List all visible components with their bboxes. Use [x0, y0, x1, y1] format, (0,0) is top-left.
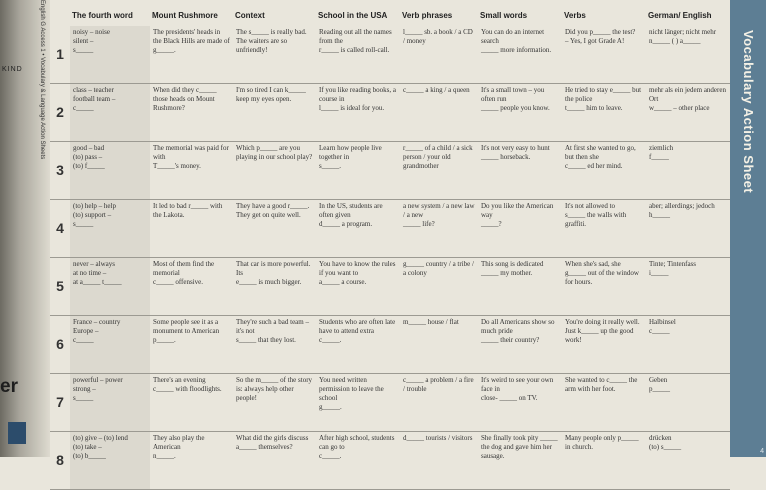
row-number: 7 [50, 374, 70, 432]
exercise-cell[interactable]: a new system / a new law / a new _____ life? [400, 200, 478, 258]
exercise-cell[interactable]: class – teacher football team – c_____ [70, 84, 150, 142]
exercise-cell[interactable]: Do all Americans show so much pride _____ their country? [478, 316, 562, 374]
exercise-cell[interactable]: (to) give – (to) lend (to) take – (to) b_____ [70, 432, 150, 490]
exercise-cell[interactable]: nicht länger; nicht mehr n_____ ( ) a_____ [646, 26, 730, 84]
exercise-cell[interactable]: d_____ tourists / visitors [400, 432, 478, 490]
exercise-cell[interactable]: Reading out all the names from the r_____ is called roll-call. [316, 26, 400, 84]
exercise-cell[interactable]: There's an evening c_____ with floodlights. [150, 374, 233, 432]
exercise-cell[interactable]: That car is more powerful. Its e_____ is much bigger. [233, 258, 316, 316]
exercise-cell[interactable]: I'm so tired I can k_____ keep my eyes open. [233, 84, 316, 142]
row-number: 8 [50, 432, 70, 490]
exercise-cell[interactable]: never – always at no time – at a_____ t_____ [70, 258, 150, 316]
header-number [50, 4, 70, 26]
exercise-cell[interactable]: powerful – power strong – s_____ [70, 374, 150, 432]
exercise-cell[interactable]: Most of them find the memorial c_____ offensive. [150, 258, 233, 316]
header-3: Context [235, 10, 265, 20]
header-row [50, 4, 730, 26]
exercise-cell[interactable]: When she's sad, she g_____ out of the window for hours. [562, 258, 646, 316]
exercise-cell[interactable]: drücken (to) s_____ [646, 432, 730, 490]
exercise-cell[interactable]: She finally took pity _____ the dog and gave him her sausage. [478, 432, 562, 490]
exercise-cell[interactable]: Tinte; Tintenfass i_____ [646, 258, 730, 316]
exercise-cell[interactable]: It's weird to see your own face in close- _____ on TV. [478, 374, 562, 432]
corner-mark: 4 [760, 448, 764, 455]
exercise-cell[interactable]: Halbinsel c_____ [646, 316, 730, 374]
exercise-cell[interactable]: So the m_____ of the story is: always help other people! [233, 374, 316, 432]
exercise-cell[interactable]: good – bad (to) pass – (to) f_____ [70, 142, 150, 200]
row-number: 4 [50, 200, 70, 258]
exercise-cell[interactable]: It's not very easy to hunt _____ horseback. [478, 142, 562, 200]
row-number: 1 [50, 26, 70, 84]
row-number: 2 [50, 84, 70, 142]
table-row [50, 26, 730, 84]
page-fragment-block [8, 422, 26, 444]
side-vertical-text: English G Access 1 • Vocabulary & Language Action Sheets [39, 0, 45, 160]
exercise-cell[interactable]: You can do an internet search _____ more information. [478, 26, 562, 84]
exercise-cell[interactable]: The memorial was paid for with T_____'s money. [150, 142, 233, 200]
table-row [50, 142, 730, 200]
exercise-cell[interactable]: It's a small town – you often run _____ people you know. [478, 84, 562, 142]
exercise-cell[interactable]: noisy – noise silent – s_____ [70, 26, 150, 84]
exercise-cell[interactable]: At first she wanted to go, but then she c_____ ed her mind. [562, 142, 646, 200]
exercise-cell[interactable]: This song is dedicated _____ my mother. [478, 258, 562, 316]
right-page-strip [730, 0, 766, 457]
header-4: School in the USA [318, 10, 388, 20]
vocab-sheet [50, 0, 730, 468]
exercise-cell[interactable]: They're such a bad team – it's not s_____ that they lost. [233, 316, 316, 374]
exercise-cell[interactable]: When did they c_____ those heads on Mount Rushmore? [150, 84, 233, 142]
table-row [50, 200, 730, 258]
exercise-cell[interactable]: Many people only p_____ in church. [562, 432, 646, 490]
header-5: Verb phrases [402, 10, 453, 20]
exercise-cell[interactable]: aber; allerdings; jedoch h_____ [646, 200, 730, 258]
exercise-cell[interactable]: l_____ sb. a book / a CD / money [400, 26, 478, 84]
page-fragment-er: er [0, 376, 18, 397]
exercise-cell[interactable]: In the US, students are often given d_____ a program. [316, 200, 400, 258]
row-number: 6 [50, 316, 70, 374]
exercise-cell[interactable]: You're doing it really well. Just k_____ up the good work! [562, 316, 646, 374]
header-8: German/ English [648, 10, 712, 20]
header-2: Mount Rushmore [152, 10, 218, 20]
exercise-cell[interactable]: You have to know the rules if you want to a_____ a course. [316, 258, 400, 316]
exercise-cell[interactable]: The s_____ is really bad. The waiters are so unfriendly! [233, 26, 316, 84]
exercise-cell[interactable]: c_____ a problem / a fire / trouble [400, 374, 478, 432]
exercise-cell[interactable]: c_____ a king / a queen [400, 84, 478, 142]
row-number: 3 [50, 142, 70, 200]
exercise-cell[interactable]: They also play the American n_____. [150, 432, 233, 490]
header-7: Verbs [564, 10, 586, 20]
header-1: The fourth word [72, 10, 133, 20]
exercise-cell[interactable]: They have a good r_____. They get on quite well. [233, 200, 316, 258]
exercise-cell[interactable]: You need written permission to leave the school g_____. [316, 374, 400, 432]
table-row [50, 374, 730, 432]
exercise-cell[interactable]: It led to bad r_____ with the Lakota. [150, 200, 233, 258]
exercise-cell[interactable]: mehr als ein jedem anderen Ort w_____ – other place [646, 84, 730, 142]
right-vertical-title: Vocabulary Action Sheet [741, 30, 756, 194]
exercise-cell[interactable]: What did the girls discuss a_____ themselves? [233, 432, 316, 490]
header-6: Small words [480, 10, 528, 20]
exercise-cell[interactable]: Did you p_____ the test? – Yes, I got Grade A! [562, 26, 646, 84]
exercise-cell[interactable]: r_____ of a child / a sick person / your old grandmother [400, 142, 478, 200]
exercise-cell[interactable]: Some people see it as a monument to American p_____. [150, 316, 233, 374]
exercise-cell[interactable]: It's not allowed to s_____ the walls with graffiti. [562, 200, 646, 258]
exercise-cell[interactable]: g_____ country / a tribe / a colony [400, 258, 478, 316]
exercise-cell[interactable]: m_____ house / flat [400, 316, 478, 374]
exercise-cell[interactable]: Geben p_____ [646, 374, 730, 432]
exercise-cell[interactable]: Students who are often late have to attend extra c_____. [316, 316, 400, 374]
left-page-margin [0, 0, 50, 457]
exercise-cell[interactable]: He tried to stay e_____ but the police t_____ him to leave. [562, 84, 646, 142]
table-row [50, 258, 730, 316]
exercise-cell[interactable]: Learn how people live together in s_____. [316, 142, 400, 200]
exercise-cell[interactable]: Do you like the American way _____? [478, 200, 562, 258]
row-number: 5 [50, 258, 70, 316]
page-fragment-kind: KIND [2, 66, 23, 73]
table-row [50, 84, 730, 142]
table-row [50, 316, 730, 374]
exercise-cell[interactable]: She wanted to c_____ the arm with her foot. [562, 374, 646, 432]
exercise-cell[interactable]: Which p_____ are you playing in our school play? [233, 142, 316, 200]
table-row [50, 432, 730, 490]
exercise-cell[interactable]: (to) help – help (to) support – s_____ [70, 200, 150, 258]
exercise-cell[interactable]: If you like reading books, a course in l_____ is ideal for you. [316, 84, 400, 142]
exercise-cell[interactable]: The presidents' heads in the Black Hills are made of g_____. [150, 26, 233, 84]
vocab-table [50, 4, 730, 490]
exercise-cell[interactable]: ziemlich f_____ [646, 142, 730, 200]
table-body [50, 26, 730, 490]
exercise-cell[interactable]: After high school, students can go to c_____. [316, 432, 400, 490]
exercise-cell[interactable]: France – country Europe – c_____ [70, 316, 150, 374]
